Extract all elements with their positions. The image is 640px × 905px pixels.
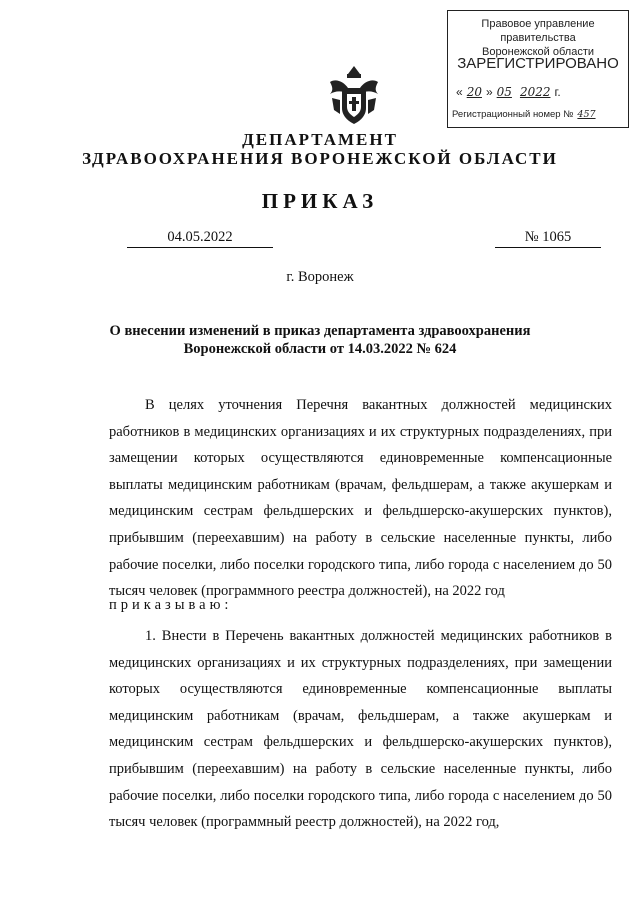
stamp-organization [448,17,628,59]
order-subject [0,322,640,358]
stamp-year: 2022 [519,85,551,99]
order-date: 04.05.2022 [127,229,273,248]
stamp-org-line2: Воронежской области [481,46,594,58]
stamp-reg-number-row [452,109,600,120]
subject-line1: О внесении изменений в приказ департамента здравоохранения [109,323,531,339]
subject-line2: Воронежской области от 14.03.2022 № 624 [183,341,457,357]
order-number: № 1065 [495,229,601,248]
coat-of-arms-icon [326,64,382,126]
registration-stamp [447,10,629,128]
department-name-line1: ДЕПАРТАМЕНТ [242,130,398,149]
document-type-title: ПРИКАЗ [261,189,379,213]
item-1-paragraph: 1. Внести в Перечень вакантных должностей медицинских работников в медицинских организациях и их структурных подразделениях, при замещении которых осуществляются единовременные компенсационные выплаты медицинским работникам (врачам, фельдшерам, а также акушеркам и медицинским сестрам фельдшерских и фельдшерско-акушерских пунктов), прибывшим (переехавшим) на работу в сельские населенные пункты, либо рабочие поселки, либо поселки городского типа, либо города с населением до 50 тысяч человек (программный реестр должностей), на 2022 год, [109,628,612,831]
stamp-reg-label: Регистрационный номер № [452,109,574,120]
stamp-month: 05 [496,85,512,99]
stamp-registered-label: ЗАРЕГИСТРИРОВАНО [457,55,619,72]
intro-paragraph: В целях уточнения Перечня вакантных должностей медицинских работников в медицинских организациях и их структурных подразделениях, при замещении которых осуществляются единовременные компенсационные выплаты медицинским работникам (врачам, фельдшерам, а также акушеркам и медицинским сестрам фельдшерских и фельдшерско-акушерских пунктов), прибывшим (переехавшим) на работу в сельские населенные пункты, либо рабочие поселки, либо поселки городского типа, либо города с населением до 50 тысяч человек (программного реестра должностей), на 2022 год [109,397,612,600]
department-name-line2: ЗДРАВООХРАНЕНИЯ ВОРОНЕЖСКОЙ ОБЛАСТИ [82,149,558,168]
stamp-day: 20 [466,85,482,99]
city: г. Воронеж [286,269,354,285]
stamp-date: « 20 » 05 2022 г. [456,85,561,99]
stamp-reg-number: 457 [577,109,596,120]
orders-keyword: приказываю: [109,597,233,613]
stamp-org-line1: Правовое управление правительства [481,18,595,44]
